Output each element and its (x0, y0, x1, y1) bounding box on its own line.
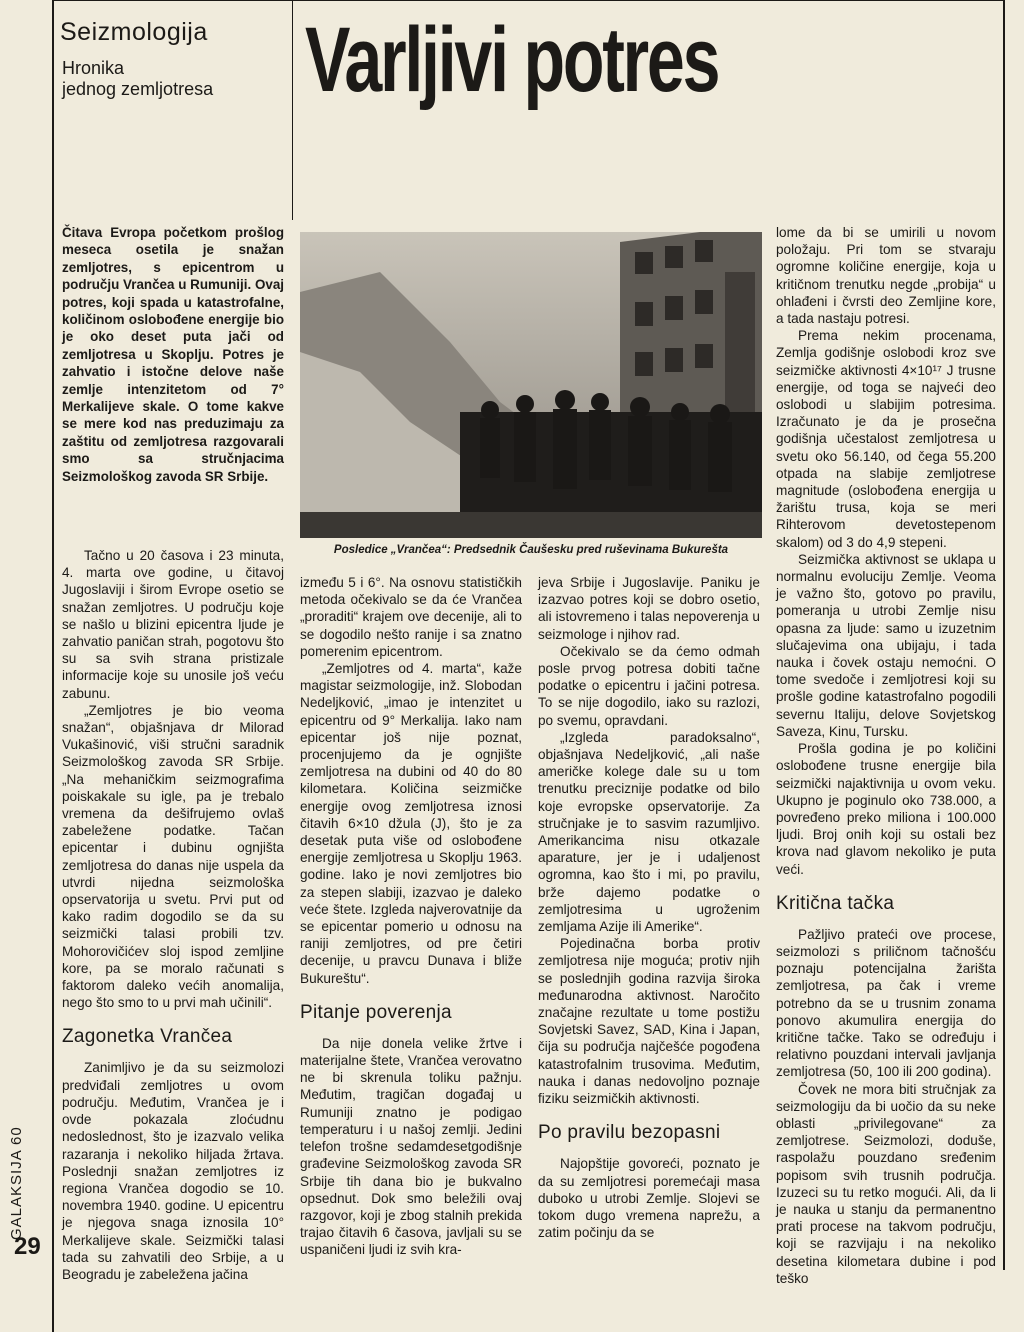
magazine-spine-label: GALAKSIJA 60 (8, 1126, 25, 1240)
article-column-2 (300, 574, 522, 1259)
lead-paragraph: Čitava Evropa početkom prošlog meseca osetila je snažan zemljotres, s epicentrom u području Vrančea u Rumuniji. Ovaj potres, koji spada u katastrofalne, količinom oslobođene energije bio je oko deset puta jači od zemljotresa u Skoplju. Potres je zahvatio i istočne delove naše zemlje intenzitetom od 7° Merkalijeve skale. O tome kakve se mere kod nas preduzimaju za zaštitu od zemljotresa razgovarali smo sa stručnjacima Seizmološkog zavoda SR Srbije. (62, 225, 284, 484)
col2-paragraph-1: između 5 i 6°. Na osnovu statističkih metoda očekivalo se da će Vrančea „proraditi“ krajem ove decenije, ali to se dogodilo nešto ranije i sa znatno pomerenim epicentrom. (300, 575, 522, 659)
headline: Varljivi potres (305, 9, 719, 111)
article-column-3 (538, 574, 760, 1241)
col3-paragraph-2: Očekivalo se da ćemo odmah posle prvog potresa dobiti tačne podatke o epicentru i jačini potresa. To se nije dogodilo, iako su razlozi, po svemu, opravdani. (538, 643, 760, 728)
subhead-kriticna-tacka: Kritična tačka (776, 892, 895, 914)
subtitle-line-2: jednog zemljotresa (62, 79, 214, 99)
subtitle-line-1: Hronika (62, 58, 125, 78)
subhead-po-pravilu: Po pravilu bezopasni (538, 1122, 721, 1144)
col1-paragraph-1: Tačno u 20 časova i 23 minuta, 4. marta ove godine, u čitavoj Jugoslaviji i širom Evrope osetio se snažan zemljotres. U području koje se našlo u blizini epicentra ljude je zahvatio paničan strah, pogotovu što su sa svih strana pristizale informacije koje su unosile još veću zabunu. (62, 548, 284, 701)
col1-paragraph-2: „Zemljotres je bio veoma snažan“, objašnjava dr Milorad Vukašinović, viši stručni saradnik Seizmološkog zavoda SR Srbije. „Na mehaničkim seizmografima poiskakale su igle, pa je trebalo vremena da dešifrujemo ovlaš zabeležene podatke. Tačan epicentar i dubinu ognjišta zemljotresa do danas nije uspela da utvrdi nijedna seizmološka opservatorija u svetu. Prvi put od kako radim dogodilo se da su seizmički talasi probili tzv. Mohorovičićev sloj ispod zemljine kore, pa se moralo računati s faktorom daleko većih anomalija, nego što smo to u prvi mah učinili“. (62, 702, 284, 1011)
col4-paragraph-4: Prošla godina je po količini oslobođene trusne energije bila seizmički najaktivnija u ovom veku. Ukupno je poginulo oko 738.000, a povređeno preko miliona i 100.000 ljudi. Broj onih koji su ostali bez krova nad glavom nekoliko je puta veći. (776, 741, 996, 877)
col4-paragraph-5: Pažljivo prateći ove procese, seizmolozi s priličnom tačnošću poznaju potencijalna žarišta zemljotresa, pa čak i vreme potrebno da se u trusnim zonama ponovo akumulira energija do kritične tačke. Tako se određuju i relativno pouzdani intervali javljanja zemljotresa (50, 100 ili 200 godina). (776, 926, 996, 1080)
col4-paragraph-2: Prema nekim procenama, Zemlja godišnje oslobodi kroz sve seizmičke aktivnosti 4×10¹⁷ J trusne energije, od toga se najveći deo oslobodi u slabijim potresima. Izračunato je da je prosečna godišnja učestalost zemljotresa u svetu oko 56.140, od čega 55.200 otpada na slabije zemljotrese magnitude (oslobođena energija u žarištu trusa, koja se meri Rihterovom devetostepenom skalom) od 3 do 4,9 stepeni. (776, 328, 996, 550)
col3-paragraph-5: Najopštije govoreći, poznato je da su zemljotresi poremećaji masa duboko u utrobi Zemlje. Slojevi se tokom dugo vremena naprežu, a zatim počinju da se (538, 1156, 760, 1241)
page-number: 29 (14, 1233, 41, 1260)
subhead-pitanje-poverenja: Pitanje poverenja (300, 1001, 452, 1023)
col3-paragraph-3: „Izgleda paradoksalno“, objašnjava Nedeljković, „ali naše američke kolege dale su u tom trenutku preciznije podatke od bilo koje evropske opservatorije. Za stručnjake je to sasvim razumljivo. Amerikancima nisu otkazale aparature, jer je i udaljenost ogromna, kao što i mi, po pravilu, brže dajemo podatke o zemljotresima u ugroženim zemljama Azije ili Amerike“. (538, 729, 760, 935)
col1-paragraph-3: Zanimljivo je da su seizmolozi predviđali zemljotres u ovom području. Međutim, Vrančea je i ovde pokazala zloćudnu nedoslednost, što je izazvalo velika razaranja i nekoliko hiljada žrtava. Poslednji snažan zemljotres iz regiona Vrančea dogodio se 10. novembra 1940. godine. U epicentru je njegova snaga iznosila 10° Merkalijeve skale. Seizmički talasi tada su zahvatili deo Srbije, a u Beogradu je zabeležena jačina (62, 1060, 284, 1282)
left-margin-rule (52, 0, 54, 1332)
header-divider-rule (292, 0, 293, 220)
col4-paragraph-3: Seizmička aktivnost se uklapa u normalnu evoluciju Zemlje. Veoma je važno što, gotovo po pravilu, pomeranja u utrobi Zemlje nisu opasna za ljude: samo u izuzetnim slučajevima ona ubijaju, i tada nauka i čovek ostaju nemoćni. O tome svedoče i zemljotresi koji su prošle godine katastrofalno pogodili severnu Italiju, delove Sovjetskog Saveza, Kinu, Tursku. (776, 551, 996, 739)
rubble-crowd-photo (300, 232, 762, 538)
article-column-4 (776, 224, 996, 1287)
news-photo (300, 232, 762, 538)
page-top-rule (52, 0, 1004, 1)
subhead-zagonetka: Zagonetka Vrančea (62, 1026, 233, 1048)
section-subtitle (62, 58, 262, 100)
section-title: Seizmologija (60, 18, 208, 46)
col3-paragraph-4: Pojedinačna borba protiv zemljotresa nije moguća; protiv njih se poslednjih godina razvija široka međunarodna aktivnost. Naročito značajne rezultate u tome postižu Sovjetski Savez, SAD, Kina i Japan, čija su područja najčešće pogođena katastrofalnim trusovima. Međutim, nauka i danas nedovoljno poznaje fiziku seizmičkih aktivnosti. (538, 936, 760, 1107)
col4-paragraph-6: Čovek ne mora biti stručnjak za seizmologiju da bi uočio da su neke oblasti „privilegovane“ za zemljotrese. Seizmolozi, doduše, raspolažu pouzdano sređenim popisom svih trusnih područja. Izuzeci su tu retko mogući. Ali, da li je nauka u stanju da permanentno prati procese na takvom području, koji se razvijaju i na nekoliko desetina kilometara dubine i pod teško (776, 1081, 996, 1286)
col2-paragraph-3: Da nije donela velike žrtve i materijalne štete, Vrančea verovatno ne bi skrenula toliku pažnju. Međutim, tragičan događaj u Rumuniji znatno je podigao temperaturu i u našoj zemlji. Jedini telefon trošne sedamdesetgodišnje građevine Seizmološkog zavoda SR Srbije tih dana bio je bukvalno opsednut. Dok smo beležili ovaj razgovor, koji je zbog stalnih prekida trajao čitavih 6 časova, javljali su se uspaničeni ljudi iz svih kra- (300, 1035, 522, 1258)
right-margin-rule (1003, 0, 1005, 1270)
col4-paragraph-1: lome da bi se umirili u novom položaju. Pri tom se stvaraju ogromne količine energije, koja u kritičnom trenutku negde „probija“ u ohlađeni i čvrsti deo Zemljine kore, a tada nastaju potresi. (776, 225, 996, 327)
article-column-1 (62, 547, 284, 1283)
col2-paragraph-2: „Zemljotres od 4. marta“, kaže magistar seizmologije, inž. Slobodan Nedeljković, „imao je intenzitet u epicentru od 9° Merkalija. Iako nam epicentar još nije poznat, procenjujemo da je ognjište zemljotresa na dubini od 40 do 80 kilometara. Količina seizmičke energije ovog zemljotresa iznosi čitavih 6×10 džula (J), što je za desetak puta više od oslobođene energije zemljotresa u Skoplju 1963. godine. Iako je novi zemljotres bio za stepen slabiji, izazvao je daleko veće štete. Izgleda najverovatnije da se epicentar pomerio u odnosu na raniji zemljotres, od pre četiri decenije, u pravcu Dunava i bliže Bukureštu“. (300, 661, 522, 986)
col3-paragraph-1: jeva Srbije i Jugoslavije. Paniku je izazvao potres koji se dobro osetio, ali istovremeno i talas nepoverenja u seizmologe i njihov rad. (538, 575, 760, 642)
photo-caption: Posledice „Vrančea“: Predsednik Čaušesku pred ruševinama Bukurešta (333, 544, 729, 556)
